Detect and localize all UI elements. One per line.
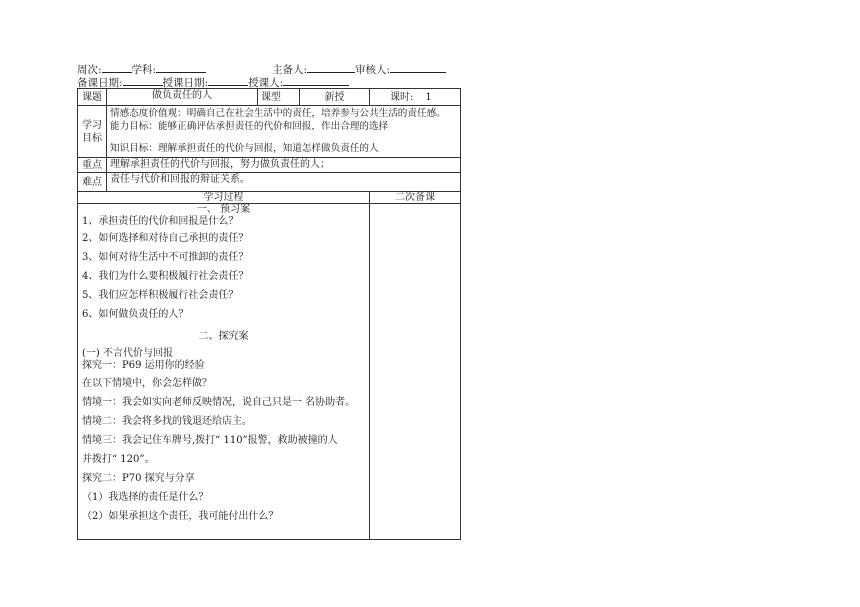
header-row-1 — [77, 62, 206, 76]
type-value: 新授 — [300, 89, 370, 106]
process-header-row — [78, 192, 461, 204]
key-point-label: 重点 — [78, 158, 107, 173]
list-item: 1、承担责任的代价和回报是什么？ — [82, 216, 239, 227]
list-item: 4、我们为什么要积极履行社会责任？ — [82, 271, 249, 282]
hours-cell — [370, 89, 461, 106]
header-row-2 — [77, 75, 349, 89]
second-prep-area[interactable] — [370, 204, 461, 540]
explore-one: 探究一：P69 运用你的经验 — [82, 360, 205, 371]
difficulty-row — [78, 173, 461, 192]
sub-section-title: (一) 不言代价与回报 — [82, 348, 173, 359]
topic-value: 做负责任的人 — [107, 89, 258, 106]
difficulty-label: 难点 — [78, 173, 107, 192]
type-label: 课型 — [258, 89, 300, 106]
reviewer-field[interactable] — [390, 62, 446, 73]
prep-date-field[interactable] — [123, 75, 163, 86]
scenario-three: 情境三：我会记住车牌号,拨打“ 110”报警，救助被撞的人 — [82, 435, 338, 446]
subject-label: 学科: — [131, 64, 157, 76]
question-two: （2）如果承担这个责任，我可能付出什么？ — [82, 511, 279, 522]
preparer-field[interactable] — [307, 62, 355, 73]
subject-field[interactable] — [156, 62, 206, 73]
list-item: 5、我们应怎样积极履行社会责任？ — [82, 290, 239, 301]
key-point-row — [78, 158, 461, 173]
section1-list — [82, 215, 365, 324]
goal-knowledge: 知识目标：理解承担责任的代价与回报，知道怎样做负责任的人 — [110, 143, 379, 154]
hours-label: 课时: — [390, 91, 414, 103]
topic-row — [78, 89, 461, 106]
scenario-two: 情境二：我会将多找的钱退还给店主。 — [82, 416, 252, 427]
prep-date-label: 备课日期: — [77, 77, 123, 89]
week-label: 周次: — [77, 64, 102, 76]
preparer-label: 主备人: — [272, 64, 308, 76]
process-content-row — [78, 204, 461, 540]
list-item: 3、如何对待生活中不可推卸的责任？ — [82, 252, 249, 263]
list-item: 6、如何做负责任的人？ — [82, 309, 189, 320]
lesson-plan-table — [77, 88, 461, 540]
goals-label — [78, 106, 107, 158]
scenario-three-cont: 并拨打“ 120”。 — [82, 454, 155, 465]
teacher-label: 授课人: — [248, 77, 284, 89]
hours-value: 1 — [425, 91, 432, 103]
goals-label-line2: 目标 — [82, 132, 102, 144]
teach-date-label: 授课日期: — [162, 77, 209, 89]
teach-date-field[interactable] — [208, 75, 248, 86]
explore-two: 探究二：P70 探究与分享 — [82, 473, 195, 484]
difficulty-value: 责任与代价和回报的辩证关系。 — [107, 173, 461, 192]
goal-ability: 能力目标：能够正确评估承担责任的代价和回报，作出合理的选择 — [110, 121, 389, 132]
process-header: 学习过程 — [78, 192, 370, 204]
reviewer-label: 审核人: — [355, 64, 391, 76]
key-point-value: 理解承担责任的代价与回报，努力做负责任的人； — [107, 158, 461, 173]
question-one: （1）我选择的责任是什么？ — [82, 492, 209, 503]
goals-label-line1: 学习 — [82, 119, 102, 131]
section2-title: 二、探究案 — [198, 331, 249, 342]
week-field[interactable] — [102, 62, 132, 73]
topic-label: 课题 — [78, 89, 107, 106]
goals-content — [107, 106, 461, 158]
goals-row — [78, 106, 461, 158]
section1-title: 一、 预习案 — [196, 204, 251, 215]
scenario-one: 情境一：我会如实向老师反映情况，说自己只是一 名协助者。 — [82, 397, 356, 408]
process-content — [78, 204, 370, 540]
header-row-1-right — [272, 62, 446, 76]
scenario-prompt: 在以下情境中，你会怎样做？ — [82, 378, 212, 389]
second-prep-header: 二次备课 — [370, 192, 461, 204]
goal-emotion: 情感态度价值观：明确自己在社会生活中的责任，培养参与公共生活的责任感。 — [110, 108, 446, 119]
list-item: 2、如何选择和对待自己承担的责任？ — [82, 233, 249, 244]
teacher-field[interactable] — [283, 75, 349, 86]
